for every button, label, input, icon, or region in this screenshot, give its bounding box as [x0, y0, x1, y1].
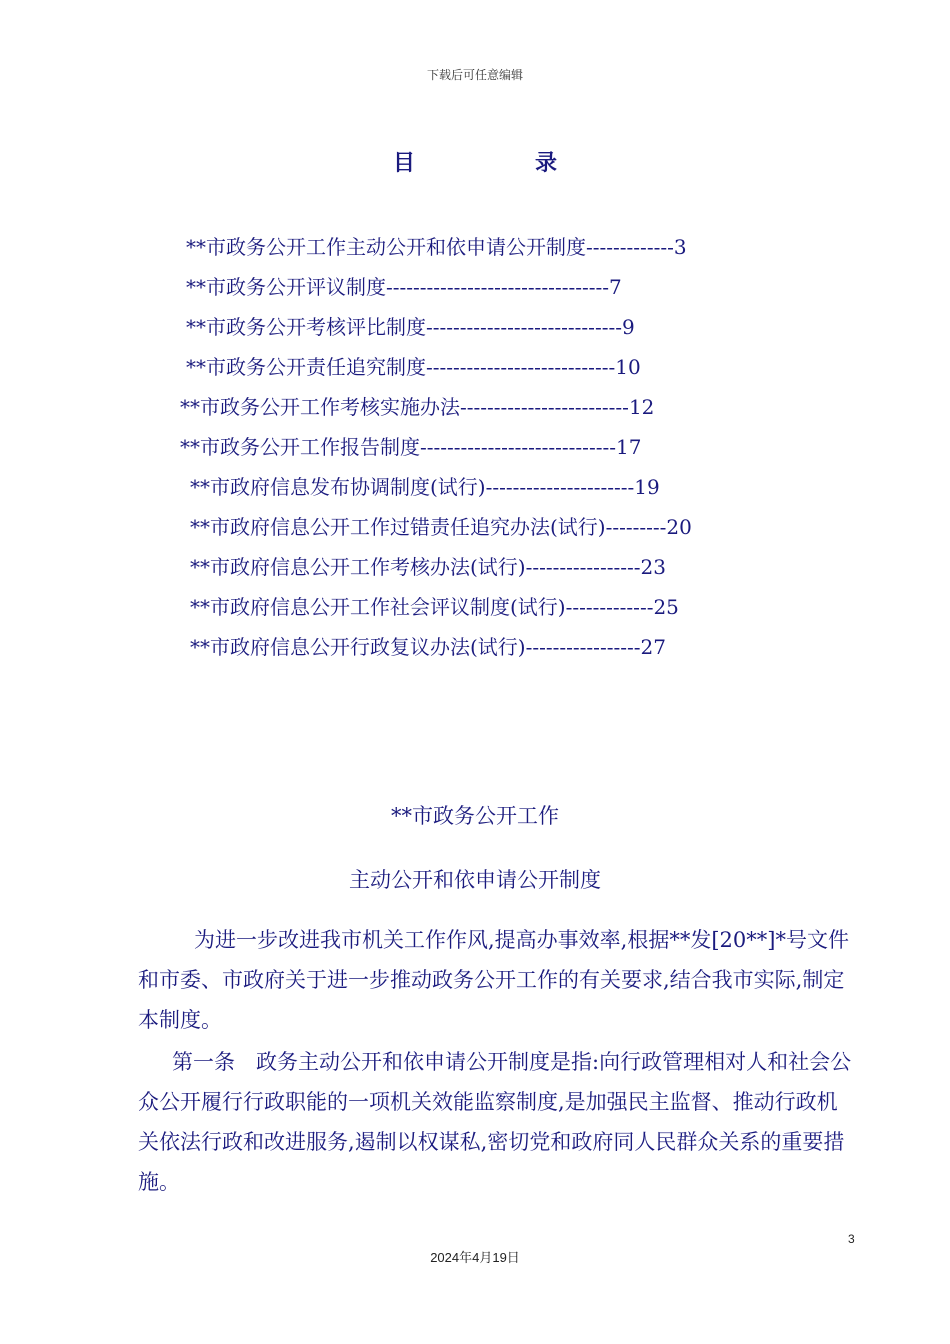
toc-item[interactable]: **市政务公开工作报告制度-----------------------------17	[180, 435, 642, 459]
toc-item[interactable]: **市政务公开工作考核实施办法-------------------------12	[180, 395, 655, 419]
section-title-line2: 主动公开和依申请公开制度	[349, 868, 601, 892]
toc-item[interactable]: **市政府信息公开行政复议办法(试行)-----------------27	[190, 635, 666, 659]
page-number: 3	[848, 1232, 855, 1246]
toc-item[interactable]: **市政府信息发布协调制度(试行)----------------------19	[190, 475, 660, 499]
toc-title	[0, 146, 950, 177]
toc-title-left: 目	[392, 150, 415, 176]
toc-item[interactable]: **市政务公开责任追究制度----------------------------10	[186, 355, 641, 379]
toc-item[interactable]: **市政府信息公开工作过错责任追究办法(试行)---------20	[190, 515, 692, 539]
paragraph-intro: 为进一步改进我市机关工作作风,提高办事效率,根据**发[20**]*号文件和市委、市政府关于进一步推动政务公开工作的有关要求,结合我市实际,制定本制度。	[138, 928, 849, 1032]
toc-item[interactable]: **市政务公开考核评比制度-----------------------------9	[186, 315, 635, 339]
toc-item[interactable]: **市政务公开评议制度---------------------------------7	[186, 275, 622, 299]
toc-item[interactable]: **市政府信息公开工作考核办法(试行)-----------------23	[190, 555, 666, 579]
toc-item[interactable]: **市政府信息公开工作社会评议制度(试行)-------------25	[190, 595, 679, 619]
paragraph-article-1: 第一条 政务主动公开和依申请公开制度是指:向行政管理相对人和社会公众公开履行行政职能的一项机关效能监察制度,是加强民主监督、推动行政机关依法行政和改进服务,遏制以权谋私,密切党和政府同人民群众关系的重要措施。	[138, 1050, 852, 1194]
footer-date: 2024年4月19日	[430, 1250, 520, 1265]
section-title-line1: **市政务公开工作	[391, 804, 559, 828]
header-note: 下载后可任意编辑	[426, 68, 523, 82]
toc-title-right: 录	[535, 150, 558, 176]
toc-item[interactable]: **市政务公开工作主动公开和依申请公开制度-------------3	[186, 235, 687, 259]
